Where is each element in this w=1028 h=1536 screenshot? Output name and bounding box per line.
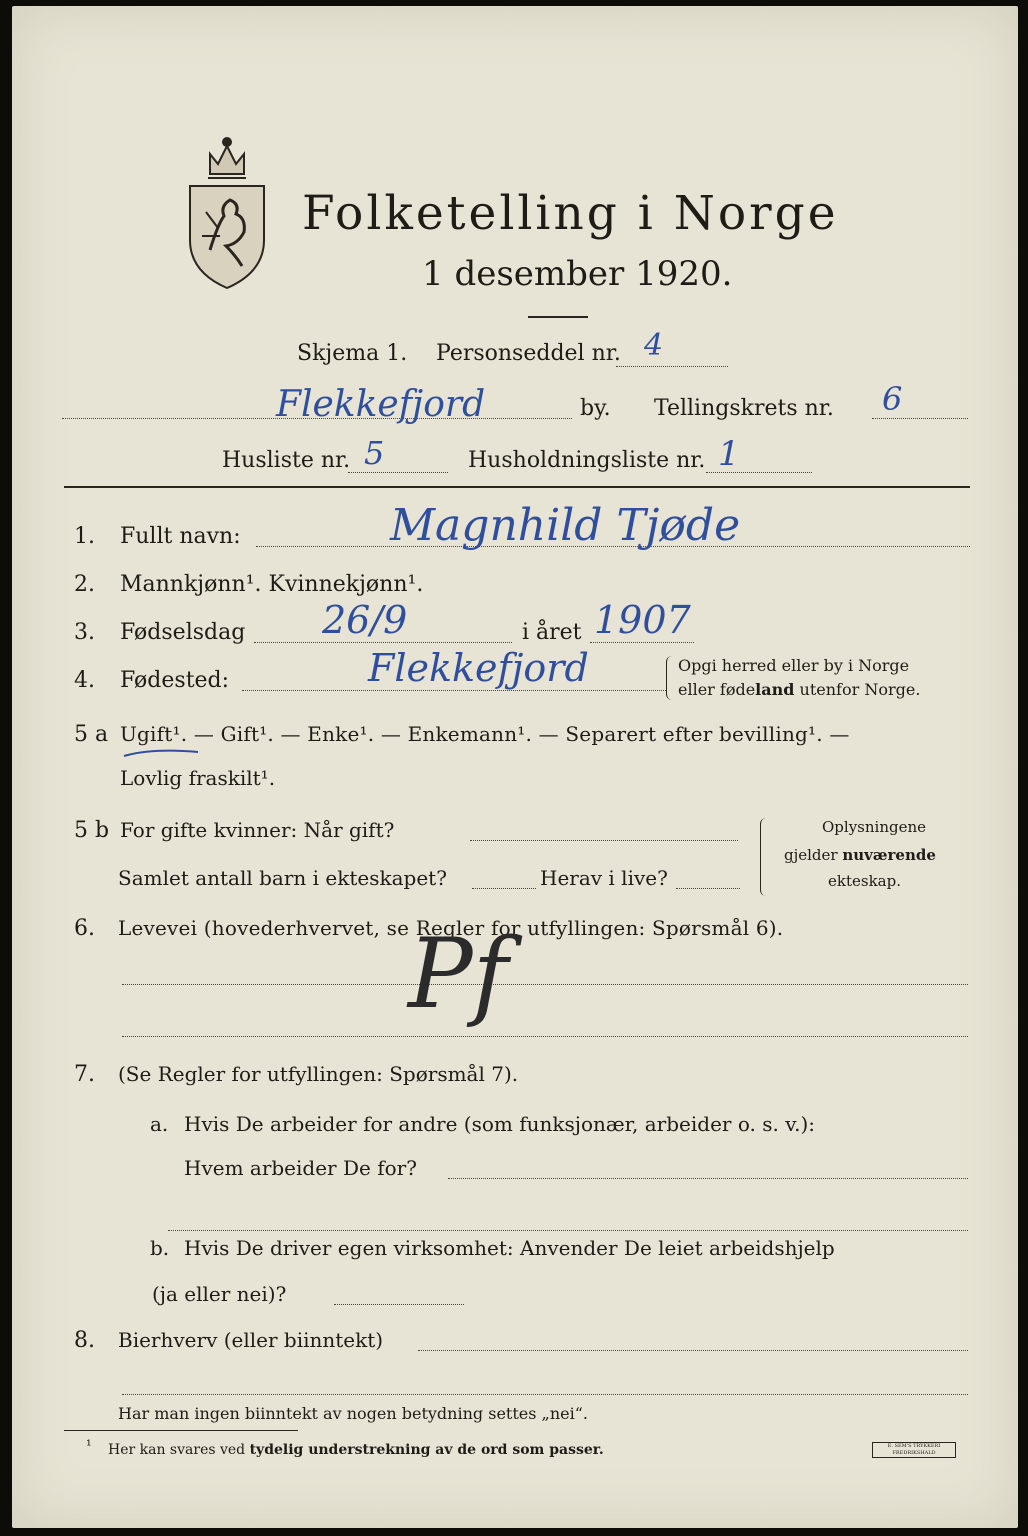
printer-stamp: E. SEM'S TRYKKERI FREDRIKSHALD [872,1442,956,1458]
q5b-line1: For gifte kvinner: Når gift? [120,818,395,842]
q7b-line1: Hvis De driver egen virksomhet: Anvender De leiet arbeidshjelp [184,1236,835,1260]
q5b-alive-label: Herav i live? [540,866,668,890]
q5b-children-label: Samlet antall barn i ekteskapet? [118,866,447,890]
q6-label: Levevei (hovederhvervet, se Regler for utfyllingen: Spørsmål 6). [118,916,784,940]
q4-line [242,690,666,691]
q8-line [418,1350,968,1351]
form-subtitle: 1 desember 1920. [422,254,733,294]
husholdningsliste-value[interactable]: 1 [718,434,740,474]
q5b-children-line [472,888,536,889]
q1-value[interactable]: Magnhild Tjøde [390,500,741,551]
q7a-line [448,1178,968,1179]
q6-line2 [122,1036,968,1037]
norwegian-coat-of-arms-icon [180,132,274,292]
q5a-line2: Lovlig fraskilt¹. [120,766,276,790]
husliste-value[interactable]: 5 [364,434,385,472]
q7-label: (Se Regler for utfyllingen: Spørsmål 7). [118,1062,519,1086]
personseddel-line [616,366,728,367]
by-label: by. [580,396,611,421]
tellingskrets-label: Tellingskrets nr. [654,396,834,421]
header-rule [64,486,970,488]
q1-number: 1. [74,524,95,549]
q3-year-line [590,642,694,643]
q5a-number: 5 a [74,722,109,747]
q7-number: 7. [74,1062,95,1087]
q3-year-value[interactable]: 1907 [594,598,691,642]
husholdningsliste-label: Husholdningsliste nr. [468,448,706,473]
q2-label: Mannkjønn¹. Kvinnekjønn¹. [120,572,424,597]
personseddel-value[interactable]: 4 [644,328,664,363]
q7b-line2: (ja eller nei)? [152,1282,287,1306]
husliste-line [348,472,448,473]
q7b-line [334,1304,464,1305]
title-divider [528,316,588,318]
q6-line1 [122,984,968,985]
q5b-note1: Oplysningene [822,818,927,836]
q3-label: Fødselsdag [120,620,246,645]
by-value[interactable]: Flekkefjord [276,384,486,425]
skjema-label: Skjema 1. [297,341,408,366]
q4-label: Fødested: [120,668,230,693]
tellingskrets-value[interactable]: 6 [882,380,903,418]
q7a-line1: Hvis De arbeider for andre (som funksjonær, arbeider o. s. v.): [184,1112,816,1136]
q4-note-line2: eller fødeland utenfor Norge. [678,680,921,699]
q4-note-line1: Opgi herred eller by i Norge [678,656,910,675]
q7a-line2: Hvem arbeider De for? [184,1156,417,1180]
footnote-text: Her kan svares ved tydelig understrekning av de ord som passer. [108,1442,604,1458]
q4-number: 4. [74,668,95,693]
q1-label: Fullt navn: [120,524,241,549]
q2-number: 2. [74,572,95,597]
husliste-label: Husliste nr. [222,448,351,473]
form-title: Folketelling i Norge [302,186,839,241]
q7a-letter: a. [150,1112,169,1136]
q5b-note3: ekteskap. [828,872,901,890]
q5b-number: 5 b [74,818,110,843]
footer-note: Har man ingen biinntekt av nogen betydning settes „nei“. [118,1404,588,1423]
tellingskrets-line [872,418,968,419]
q5b-note-brace [760,818,769,896]
q5b-note2: gjelder nuværende [784,846,936,864]
q5a-line1: Ugift¹. — Gift¹. — Enke¹. — Enkemann¹. — Separert efter bevilling¹. — [120,722,850,746]
q8-number: 8. [74,1328,95,1353]
q8-label: Bierhverv (eller biinntekt) [118,1328,384,1352]
q3-line [254,642,512,643]
q7a-line2-blank [168,1230,968,1231]
q6-value[interactable]: Pf [408,918,509,1030]
footnote-mark: ¹ [86,1438,92,1454]
q4-value[interactable]: Flekkefjord [368,646,589,690]
q5b-when-line [470,840,738,841]
q3-value[interactable]: 26/9 [322,598,408,642]
q5b-alive-line [676,888,740,889]
footnote-rule [64,1430,298,1431]
q5a-underline-mark [122,746,202,760]
q8-line2 [122,1394,968,1395]
q3-number: 3. [74,620,95,645]
personseddel-label: Personseddel nr. [436,341,621,366]
q7b-letter: b. [150,1236,170,1260]
q3-year-label: i året [522,620,582,645]
q4-note-brace [666,656,675,700]
q6-number: 6. [74,916,95,941]
census-form-page [12,6,1018,1528]
